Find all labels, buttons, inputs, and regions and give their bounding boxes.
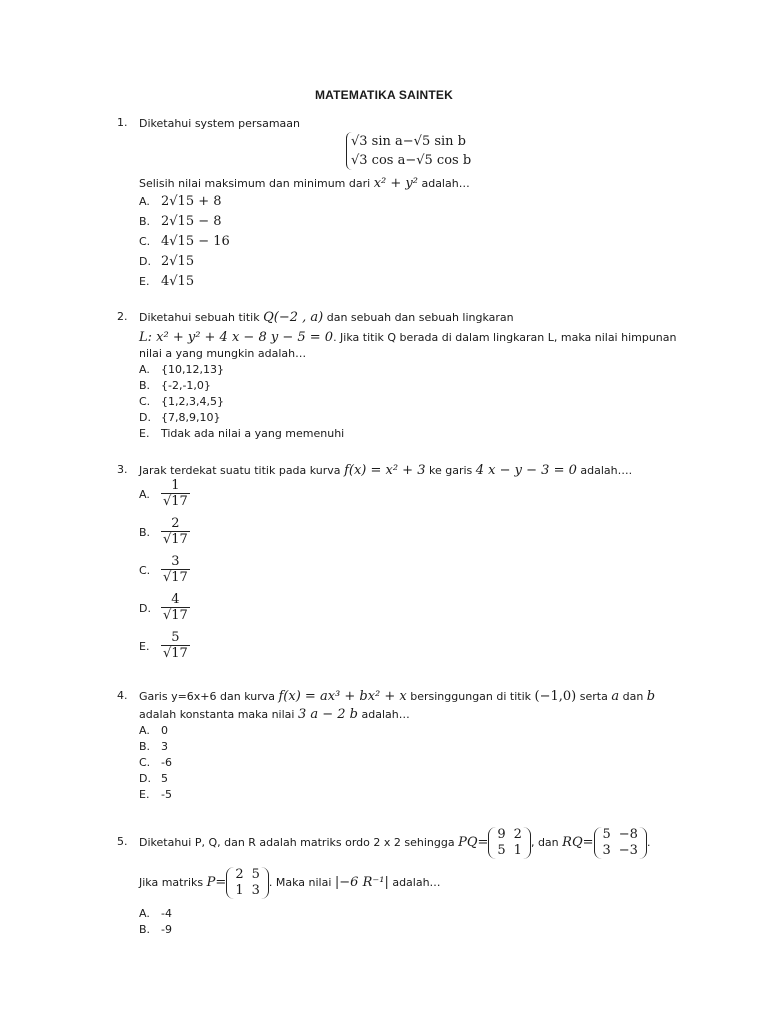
answer-option[interactable]: A. 2√15 + 8 bbox=[139, 194, 222, 209]
question-1-body bbox=[117, 176, 677, 290]
answer-option[interactable]: D. {7,8,9,10} bbox=[139, 411, 221, 424]
answer-option[interactable]: E. -5 bbox=[139, 788, 172, 801]
question-text: Garis y=6x+6 dan kurva f(x) = ax³ + bx² + x bersinggungan di titik (−1,0) serta a dan b bbox=[139, 689, 656, 704]
answer-option[interactable]: B. -9 bbox=[139, 923, 172, 936]
answer-option[interactable]: E. Tidak ada nilai a yang memenuhi bbox=[139, 427, 345, 440]
question-text: Jarak terdekat suatu titik pada kurva f(x) = x² + 3 ke garis 4 x − y − 3 = 0 adalah…. bbox=[139, 463, 633, 478]
answer-option[interactable]: C. -6 bbox=[139, 756, 172, 769]
answer-option[interactable]: C. 4√15 − 16 bbox=[139, 234, 230, 249]
question-prompt: Selisih nilai maksimum dan minimum dari x² + y² adalah… bbox=[139, 176, 470, 191]
answer-option[interactable]: A. 0 bbox=[139, 724, 168, 737]
question-1 bbox=[117, 116, 677, 132]
question-number: 5. bbox=[117, 835, 128, 848]
matrix-pq: 9 2 5 1 bbox=[488, 827, 531, 859]
matrix-rq: 5 −8 3 −3 bbox=[594, 827, 647, 859]
question-5 bbox=[117, 824, 697, 938]
answer-option[interactable]: A. {10,12,13} bbox=[139, 363, 224, 376]
answer-option[interactable]: B. $\frac{2}{√17}$ bbox=[139, 516, 188, 547]
answer-option[interactable]: B. {-2,-1,0} bbox=[139, 379, 211, 392]
matrix-p: 2 5 1 3 bbox=[226, 867, 269, 899]
answer-option[interactable]: D. 5 bbox=[139, 772, 168, 785]
answer-option[interactable]: C. $\frac{3}{√17}$ bbox=[139, 554, 188, 585]
question-number: 2. bbox=[117, 310, 128, 323]
answer-option[interactable]: E. $\frac{5}{√17}$ bbox=[139, 630, 188, 661]
page-title: MATEMATIKA SAINTEK bbox=[314, 88, 454, 102]
answer-option[interactable]: D. $\frac{4}{√17}$ bbox=[139, 592, 188, 623]
answer-option[interactable]: D. 2√15 bbox=[139, 254, 195, 269]
question-number: 3. bbox=[117, 463, 128, 476]
answer-option[interactable]: B. 3 bbox=[139, 740, 168, 753]
answer-option[interactable]: C. {1,2,3,4,5} bbox=[139, 395, 224, 408]
question-number: 1. bbox=[117, 116, 128, 129]
equation-line: √3 sin a−√5 sin b bbox=[351, 134, 467, 149]
answer-option[interactable]: A. -4 bbox=[139, 907, 172, 920]
question-text: nilai a yang mungkin adalah… bbox=[139, 347, 307, 360]
answer-option[interactable]: E. 4√15 bbox=[139, 274, 195, 289]
question-text: Diketahui P, Q, dan R adalah matriks ordo 2 x 2 sehingga PQ= 9 2 5 1 , dan RQ= 5 −8 3 −3 . bbox=[139, 827, 651, 858]
question-number: 4. bbox=[117, 689, 128, 702]
question-4 bbox=[117, 689, 677, 803]
equation-system bbox=[346, 132, 471, 170]
question-text: L: x² + y² + 4 x − 8 y − 5 = 0. Jika titik Q berada di dalam lingkaran L, maka nilai himpunan bbox=[139, 330, 677, 345]
question-text: Diketahui sebuah titik Q(−2 , a) dan sebuah dan sebuah lingkaran bbox=[139, 310, 514, 325]
question-2 bbox=[117, 310, 677, 442]
question-3 bbox=[117, 463, 677, 669]
equation-line: √3 cos a−√5 cos b bbox=[351, 153, 472, 168]
question-text: adalah konstanta maka nilai 3 a − 2 b adalah… bbox=[139, 707, 410, 722]
question-text: Diketahui system persamaan bbox=[139, 117, 300, 130]
answer-option[interactable]: A. $\frac{1}{√17}$ bbox=[139, 478, 188, 509]
answer-option[interactable]: B. 2√15 − 8 bbox=[139, 214, 222, 229]
question-text: Jika matriks P= 2 5 1 3 . Maka nilai |−6 R⁻¹| adalah… bbox=[139, 867, 441, 898]
